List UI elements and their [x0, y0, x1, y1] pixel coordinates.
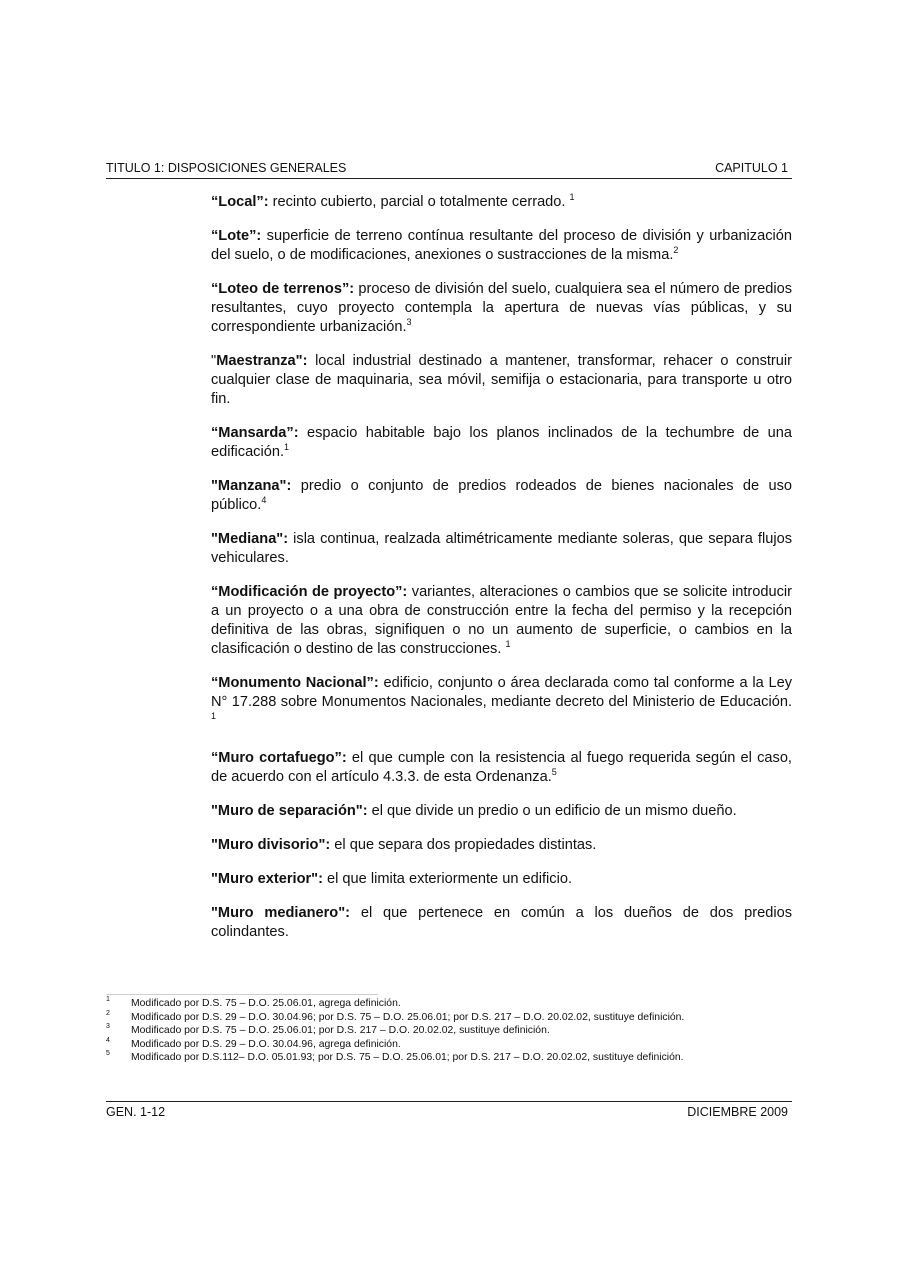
footnote-item — [106, 1011, 796, 1025]
definition-item — [211, 836, 792, 855]
footnote-ref: 2 — [673, 245, 679, 255]
definition-text: edificio, conjunto o área declarada como tal conforme a la Ley N° 17.288 sobre Monumentos Nacionales, mediante decreto del Ministerio de Educación. — [211, 675, 792, 710]
header-chapter: CAPITULO 1 — [715, 161, 788, 175]
definition-text: proceso de división del suelo, cualquiera sea el número de predios resultantes, cuyo proyecto contempla la apertura de nuevas vías públicas, y su correspondiente urbanización. — [211, 281, 792, 335]
page-number: GEN. 1-12 — [106, 1105, 166, 1119]
footnote-text: Modificado por D.S. 29 – D.O. 30.04.96, agrega definición. — [131, 1038, 401, 1050]
definition-text: el que cumple con la resistencia al fuego requerida según el caso, de acuerdo con el artículo 4.3.3. de esta Ordenanza. — [211, 750, 792, 785]
definition-item — [211, 227, 792, 265]
footnote-ref: 1 — [569, 192, 575, 202]
footnote-text: Modificado por D.S. 75 – D.O. 25.06.01, agrega definición. — [131, 998, 401, 1009]
definition-text: el que divide un predio o un edificio de un mismo dueño. — [367, 803, 737, 819]
header-title: TITULO 1: DISPOSICIONES GENERALES — [106, 161, 347, 175]
definition-term: "Muro medianero": — [211, 905, 350, 921]
definition-item — [211, 477, 792, 515]
definition-item — [211, 802, 792, 821]
footnote-number: 3 — [106, 1023, 110, 1031]
definition-term: “Monumento Nacional”: — [211, 675, 379, 691]
definition-item — [211, 749, 792, 787]
footnote-item — [106, 1024, 796, 1038]
footnote-text: Modificado por D.S. 75 – D.O. 25.06.01; por D.S. 217 – D.O. 20.02.02, sustituye definición. — [131, 1025, 550, 1037]
footnote-item — [106, 1051, 796, 1065]
footnote-item — [106, 997, 796, 1011]
footnote-number: 4 — [106, 1036, 110, 1044]
definition-term: Maestranza": — [216, 353, 308, 369]
definition-text: recinto cubierto, parcial o totalmente cerrado. — [268, 194, 570, 210]
definition-text: predio o conjunto de predios rodeados de bienes nacionales de uso público. — [211, 478, 792, 513]
definition-item — [211, 674, 792, 731]
footnote-text: Modificado por D.S. 29 – D.O. 30.04.96; por D.S. 75 – D.O. 25.06.01; por D.S. 217 – D.O. 20.02.02, sustituye definición. — [131, 1011, 685, 1023]
footer-date: DICIEMBRE 2009 — [687, 1105, 788, 1119]
definition-term: "Mediana": — [211, 531, 289, 547]
definition-text: superficie de terreno contínua resultante del proceso de división y urbanización del suelo, o de modificaciones, anexiones o sustracciones de la misma. — [211, 228, 792, 263]
definition-term: “Muro cortafuego”: — [211, 750, 347, 766]
definition-term: "Manzana": — [211, 478, 292, 494]
definition-item — [211, 280, 792, 337]
definition-item — [211, 870, 792, 889]
definition-item — [211, 530, 792, 568]
definitions-list — [211, 193, 792, 942]
footnote-text: Modificado por D.S.112– D.O. 05.01.93; por D.S. 75 – D.O. 25.06.01; por D.S. 217 – D.O. 20.02.02, sustituye definición. — [131, 1052, 684, 1064]
definition-term: “Local”: — [211, 194, 269, 210]
definition-item — [211, 424, 792, 462]
footnote-number: 2 — [106, 1009, 110, 1017]
footnote-number: 1 — [106, 996, 110, 1003]
definition-term: “Loteo de terrenos”: — [211, 281, 355, 297]
definition-term: “Lote”: — [211, 228, 262, 244]
definition-item — [211, 193, 792, 212]
definition-term: "Muro de separación": — [211, 803, 368, 819]
definition-text: el que pertenece en común a los dueños de dos predios colindantes. — [211, 905, 792, 940]
running-footer — [106, 1101, 792, 1120]
footnote-ref: 1 — [505, 639, 511, 649]
footnote-item — [106, 1038, 796, 1052]
footnote-ref: 5 — [551, 767, 557, 777]
definition-item — [211, 583, 792, 659]
definition-term: "Muro divisorio": — [211, 837, 331, 853]
footnote-ref: 3 — [406, 317, 412, 327]
definition-item: "Maestranza": local industrial destinado a mantener, transformar, rehacer o construir cualquier clase de maquinaria, sea móvil, semifija o estacionaria, para transporte u otro fin. — [211, 353, 792, 407]
definition-text: el que limita exteriormente un edificio. — [322, 871, 572, 887]
footnote-number: 5 — [106, 1050, 110, 1058]
footnotes — [106, 997, 796, 1065]
definition-term: “Modificación de proyecto”: — [211, 584, 408, 600]
definition-text: variantes, alteraciones o cambios que se solicite introducir a un proyecto o a una obra de construcción entre la fecha del permiso y la recepción definitiva de las obras, signifiquen o no un aumento de superficie, o cambios en la clasificación o destino de las construcciones. — [211, 584, 792, 657]
footnote-ref: 1 — [211, 711, 217, 721]
definition-text: isla continua, realzada altimétricamente mediante soleras, que separa flujos vehiculares. — [211, 531, 792, 566]
definition-term: “Mansarda”: — [211, 425, 299, 441]
definition-text: espacio habitable bajo los planos inclinados de la techumbre de una edificación. — [211, 425, 792, 460]
definition-text: el que separa dos propiedades distintas. — [330, 837, 597, 853]
definition-item — [211, 904, 792, 942]
definition-term: "Muro exterior": — [211, 871, 323, 887]
definition-text: local industrial destinado a mantener, transformar, rehacer o construir cualquier clase de maquinaria, sea móvil, semifija o estacionaria, para transporte u otro fin. — [211, 353, 792, 407]
running-header — [106, 160, 792, 179]
footnote-ref: 4 — [261, 495, 267, 505]
footnote-separator — [106, 994, 378, 995]
footnote-ref: 1 — [284, 442, 290, 452]
